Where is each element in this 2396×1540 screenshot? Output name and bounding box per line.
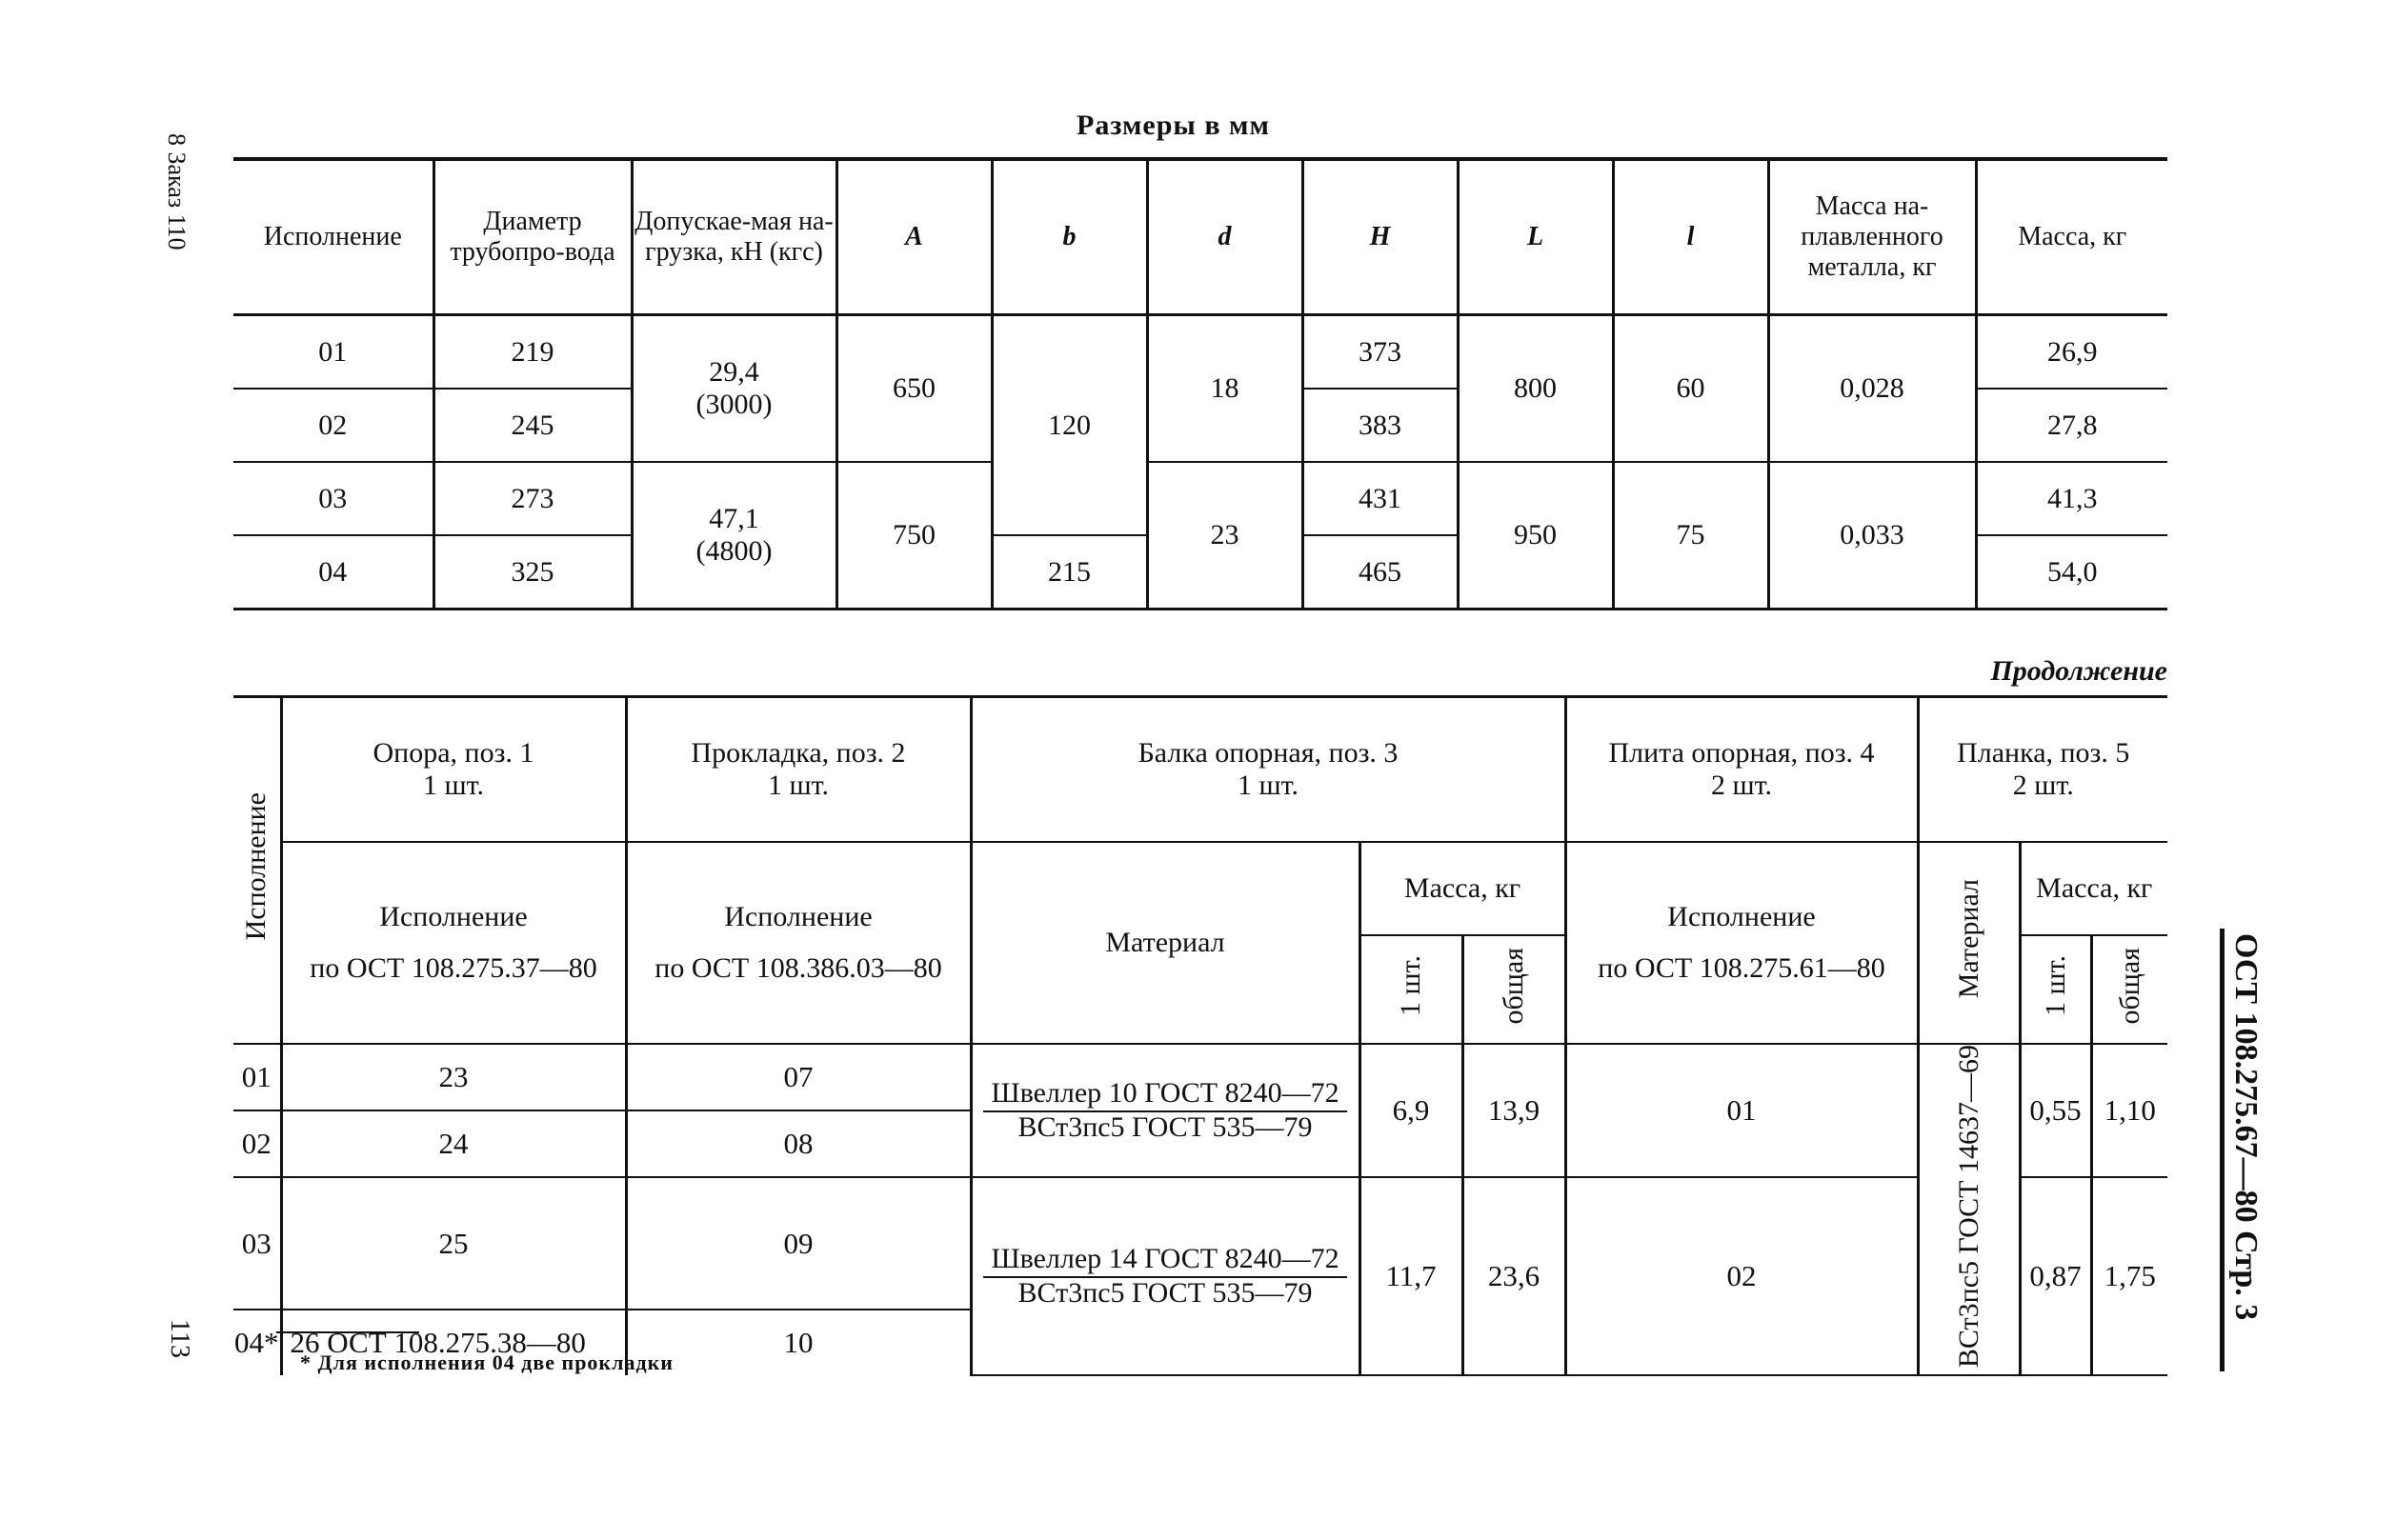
cell-opora: 24 [281, 1110, 626, 1177]
table-row [233, 1177, 2167, 1310]
cell-isp: 04 [233, 535, 433, 610]
cell-material-group1: Швеллер 10 ГОСТ 8240—72 ВСт3пс5 ГОСТ 535—79 [971, 1044, 1359, 1177]
cell-opora: 25 [281, 1177, 626, 1310]
header-balka-mass: Масса, кг [1359, 842, 1565, 935]
cell-planka-total-group1: 1,10 [2091, 1044, 2167, 1177]
cell-planka-one-group1: 0,55 [2020, 1044, 2091, 1177]
cell-diameter: 245 [433, 389, 632, 462]
header-ispolnenie: Исполнение [233, 159, 433, 315]
cell-H: 373 [1302, 315, 1458, 390]
table-row [233, 462, 2167, 535]
cell-planka-material: ВСт3пс5 ГОСТ 14637—69 [1918, 1044, 2020, 1375]
header-plita-isp: Исполнение по ОСТ 108.275.61—80 [1565, 842, 1918, 1044]
cell-d-group2: 23 [1147, 462, 1302, 610]
cell-isp: 02 [233, 389, 433, 462]
cell-b-top: 120 [992, 315, 1147, 536]
cell-prokladka: 09 [626, 1177, 971, 1310]
cell-opora: 26 ОСТ 108.275.38—80 [281, 1310, 626, 1375]
header-planka: Планка, поз. 5 2 шт. [1918, 697, 2167, 843]
cell-H: 431 [1302, 462, 1458, 535]
load-kn: 29,4 [709, 356, 759, 388]
cell-mass: 41,3 [1976, 462, 2167, 535]
order-number-side-text: 8 Заказ 110 [163, 133, 191, 250]
header-planka-total: общая [2091, 935, 2167, 1044]
cell-isp: 01 [233, 315, 433, 390]
load-kn: 47,1 [709, 503, 759, 534]
cell-d-group1: 18 [1147, 315, 1302, 463]
table1-caption: Размеры в мм [1077, 110, 1270, 141]
cell-weld-group1: 0,028 [1768, 315, 1976, 463]
cell-planka-total-group2: 1,75 [2091, 1177, 2167, 1375]
table-row [233, 315, 2167, 390]
cell-prokladka: 07 [626, 1044, 971, 1110]
load-kgs: (3000) [695, 389, 773, 420]
cell-diameter: 219 [433, 315, 632, 390]
cell-L-group2: 950 [1458, 462, 1613, 610]
cell-isp: 03 [233, 462, 433, 535]
components-table [233, 695, 2167, 1376]
cell-weld-group2: 0,033 [1768, 462, 1976, 610]
cell-load-group1 [632, 315, 836, 463]
cell-L-group1: 800 [1458, 315, 1613, 463]
cell-planka-one-group2: 0,87 [2020, 1177, 2091, 1375]
header-plita: Плита опорная, поз. 4 2 шт. [1565, 697, 1918, 843]
cell-prokladka: 08 [626, 1110, 971, 1177]
cell-isp: 03 [233, 1177, 281, 1310]
footnote-rule [276, 1331, 419, 1333]
cell-diameter: 273 [433, 462, 632, 535]
footnote: * Для исполнения 04 две прокладки [300, 1350, 674, 1374]
header-planka-material: Материал [1918, 842, 2020, 1044]
header-A: A [836, 159, 992, 315]
cell-plita-group2: 02 [1565, 1177, 1918, 1375]
load-kgs: (4800) [695, 535, 773, 567]
cell-mass: 54,0 [1976, 535, 2167, 610]
header-balka: Балка опорная, поз. 3 1 шт. [971, 697, 1565, 843]
continuation-label: Продолжение [1990, 655, 2167, 687]
header-prokladka-isp: Исполнение по ОСТ 108.386.03—80 [626, 842, 971, 1044]
cell-load-group2 [632, 462, 836, 610]
header-prokladka: Прокладка, поз. 2 1 шт. [626, 697, 971, 843]
header-mass-one: 1 шт. [1359, 935, 1462, 1044]
header-L: L [1458, 159, 1613, 315]
standard-designation: ОСТ 108.275.67—80 Стр. 3 [2228, 933, 2264, 1321]
cell-mass-one-group2: 11,7 [1359, 1177, 1462, 1375]
cell-A-group1: 650 [836, 315, 992, 463]
page-number: 113 [165, 1319, 194, 1358]
header-l: l [1613, 159, 1768, 315]
cell-A-group2: 750 [836, 462, 992, 610]
cell-material-group2: Швеллер 14 ГОСТ 8240—72 ВСт3пс5 ГОСТ 535—79 [971, 1177, 1359, 1375]
cell-l-group1: 60 [1613, 315, 1768, 463]
cell-isp: 01 [233, 1044, 281, 1110]
cell-mass-total-group1: 13,9 [1462, 1044, 1565, 1177]
cell-mass-one-group1: 6,9 [1359, 1044, 1462, 1177]
header-planka-one: 1 шт. [2020, 935, 2091, 1044]
header-weld-mass: Масса на-плавленного металла, кг [1768, 159, 1976, 315]
header-b: b [992, 159, 1147, 315]
cell-plita-group1: 01 [1565, 1044, 1918, 1177]
cell-mass: 27,8 [1976, 389, 2167, 462]
cell-H: 383 [1302, 389, 1458, 462]
cell-isp: 02 [233, 1110, 281, 1177]
header-planka-mass: Масса, кг [2020, 842, 2167, 935]
header-mass: Масса, кг [1976, 159, 2167, 315]
dimensions-table [233, 157, 2167, 610]
header-material: Материал [971, 842, 1359, 1044]
table-row [233, 1044, 2167, 1110]
cell-b-bottom: 215 [992, 535, 1147, 610]
header-isp-vertical: Исполнение [233, 697, 281, 1045]
header-H: H [1302, 159, 1458, 315]
cell-isp: 04* [234, 1326, 279, 1360]
cell-mass: 26,9 [1976, 315, 2167, 390]
standard-marker-bar [2220, 929, 2225, 1371]
cell-prokladka: 10 [626, 1310, 971, 1375]
header-mass-total: общая [1462, 935, 1565, 1044]
header-diameter: Диаметр трубопро-вода [433, 159, 632, 315]
header-d: d [1147, 159, 1302, 315]
header-load: Допускае-мая на-грузка, кН (кгс) [632, 159, 836, 315]
header-opora-isp: Исполнение по ОСТ 108.275.37—80 [281, 842, 626, 1044]
cell-mass-total-group2: 23,6 [1462, 1177, 1565, 1375]
cell-opora: 23 [281, 1044, 626, 1110]
header-opora: Опора, поз. 1 1 шт. [281, 697, 626, 843]
cell-H: 465 [1302, 535, 1458, 610]
cell-l-group2: 75 [1613, 462, 1768, 610]
cell-diameter: 325 [433, 535, 632, 610]
